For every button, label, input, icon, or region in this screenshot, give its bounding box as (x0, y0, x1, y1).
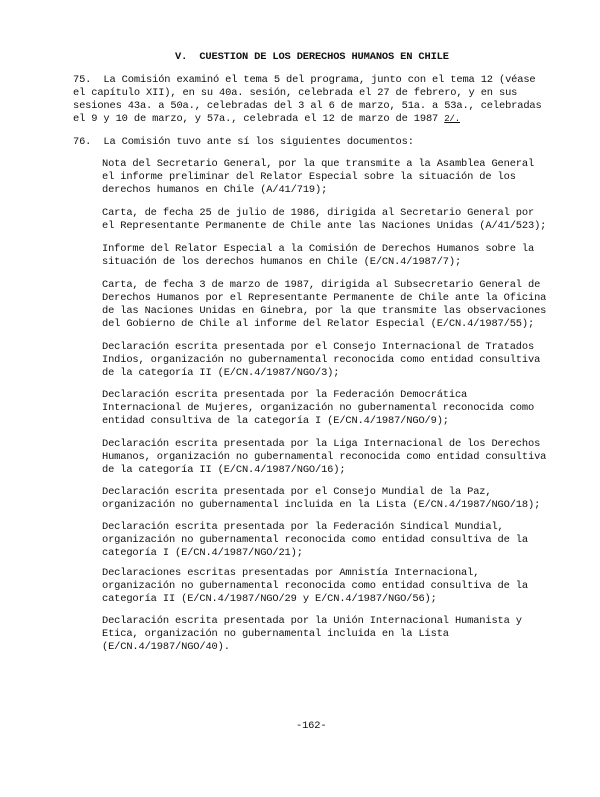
document-item-line: Carta, de fecha 25 de julio de 1986, dirigida al Secretario General por (102, 207, 535, 219)
document-item-line: Declaración escrita presentada por el Consejo Internacional de Tratados (102, 341, 535, 353)
document-item-line: categoría I (E/CN.4/1987/NGO/21); (102, 547, 303, 559)
document-item-line: categoría II (E/CN.4/1987/NGO/29 y E/CN.4/1987/NGO/56); (102, 593, 437, 605)
document-item-line: Declaraciones escritas presentadas por Amnistía Internacional, (102, 567, 480, 579)
document-item-line: el Representante Permanente de Chile ante las Naciones Unidas (A/41/523); (102, 220, 547, 232)
document-item-line: de la categoría II (E/CN.4/1987/NGO/3); (102, 367, 340, 379)
paragraph-75-line: el capítulo XII), en su 40a. sesión, celebrada el 27 de febrero, y en sus (73, 87, 518, 99)
paragraph-76-intro: 76. La Comisión tuvo ante sí los siguientes documentos: (73, 136, 414, 148)
page-number: -162- (296, 720, 327, 732)
document-item-line: Indios, organización no gubernamental reconocida como entidad consultiva (102, 354, 541, 366)
paragraph-75-line: sesiones 43a. a 50a., celebradas del 3 al 6 de marzo, 51a. a 53a., celebradas (73, 100, 542, 112)
document-item-line: Declaración escrita presentada por la Unión Internacional Humanista y (102, 615, 522, 627)
document-item-line: el informe preliminar del Relator Especial sobre la situación de los (102, 171, 516, 183)
document-item-line: Declaración escrita presentada por la Federación Sindical Mundial, (102, 521, 504, 533)
document-item-line: entidad consultiva de la categoría I (E/CN.4/1987/NGO/9); (102, 415, 449, 427)
document-item-line: derechos humanos en Chile (A/41/719); (102, 184, 328, 196)
document-item-line: (E/CN.4/1987/NGO/40). (102, 641, 230, 653)
footnote-reference: 2/. (444, 114, 460, 124)
section-title: V. CUESTION DE LOS DERECHOS HUMANOS EN CHILE (175, 51, 449, 63)
document-item-line: del Gobierno de Chile al informe del Relator Especial (E/CN.4/1987/55); (102, 318, 535, 330)
paragraph-75-line-text: el 9 y 10 de marzo, y 57a., celebrada el 12 de marzo de 1987 (73, 113, 445, 125)
document-item-line: Nota del Secretario General, por la que transmite a la Asamblea General (102, 158, 535, 170)
document-item-line: Declaración escrita presentada por la Liga Internacional de los Derechos (102, 438, 541, 450)
document-item-line: de las Naciones Unidas en Ginebra, por la que transmite las observaciones (102, 305, 547, 317)
paragraph-75-line: 75. La Comisión examinó el tema 5 del programa, junto con el tema 12 (véase (73, 74, 536, 86)
document-item-line: Etica, organización no gubernamental incluida en la Lista (102, 628, 449, 640)
paragraph-75-line (73, 113, 460, 126)
document-item-line: Internacional de Mujeres, organización no gubernamental reconocida como (102, 402, 535, 414)
document-item-line: Humanos, organización no gubernamental reconocida como entidad consultiva (102, 451, 547, 463)
document-item-line: Carta, de fecha 3 de marzo de 1987, dirigida al Subsecretario General de (102, 279, 541, 291)
document-item-line: Declaración escrita presentada por la Federación Democrática (102, 389, 468, 401)
document-item-line: organización no gubernamental reconocida como entidad consultiva de la (102, 580, 528, 592)
document-item-line: Informe del Relator Especial a la Comisión de Derechos Humanos sobre la (102, 243, 535, 255)
document-item-line: organización no gubernamental incluida en la Lista (E/CN.4/1987/NGO/18); (102, 499, 541, 511)
document-item-line: de la categoría II (E/CN.4/1987/NGO/16); (102, 464, 346, 476)
document-item-line: Derechos Humanos por el Representante Permanente de Chile ante la Oficina (102, 292, 547, 304)
document-item-line: Declaración escrita presentada por el Consejo Mundial de la Paz, (102, 486, 492, 498)
document-item-line: organización no gubernamental reconocida como entidad consultiva de la (102, 534, 528, 546)
document-item-line: situación de los derechos humanos en Chile (E/CN.4/1987/7); (102, 256, 462, 268)
